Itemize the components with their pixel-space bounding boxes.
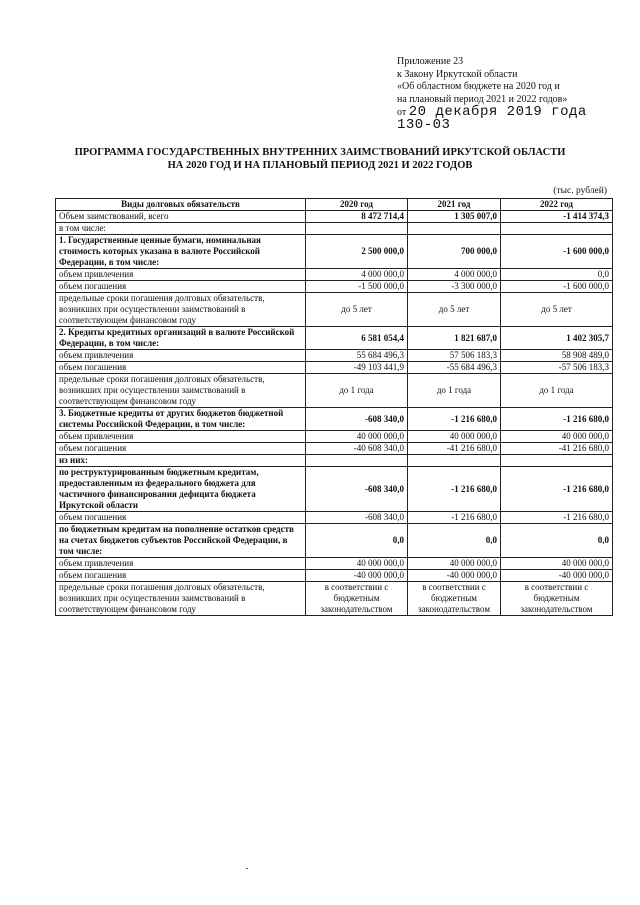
- value-cell: [306, 455, 408, 467]
- value-cell: -41 216 680,0: [408, 443, 501, 455]
- law-number: 130-03: [397, 117, 451, 134]
- value-cell: -1 216 680,0: [501, 512, 613, 524]
- table-row: [56, 467, 613, 512]
- table-row: [56, 235, 613, 269]
- value-cell: 40 000 000,0: [501, 558, 613, 570]
- header-cell: 2021 год: [408, 199, 501, 211]
- scan-speck: [246, 868, 248, 869]
- row-label: объем погашения: [56, 362, 306, 374]
- value-cell: -40 000 000,0: [408, 570, 501, 582]
- row-label: объем погашения: [56, 281, 306, 293]
- value-cell: -1 216 680,0: [408, 408, 501, 431]
- appendix-line-2: к Закону Иркутской области: [397, 68, 518, 80]
- row-label: Объем заимствований, всего: [56, 211, 306, 223]
- table-row: [56, 281, 613, 293]
- value-cell: 57 506 183,3: [408, 350, 501, 362]
- title-line-1: ПРОГРАММА ГОСУДАРСТВЕННЫХ ВНУТРЕННИХ ЗАИМСТВОВАНИЙ ИРКУТСКОЙ ОБЛАСТИ: [74, 147, 566, 158]
- header-cell: 2020 год: [306, 199, 408, 211]
- value-cell: 1 305 007,0: [408, 211, 501, 223]
- table-row: [56, 582, 613, 616]
- row-label: объем погашения: [56, 570, 306, 582]
- value-cell: 0,0: [408, 524, 501, 558]
- row-label: 1. Государственные ценные бумаги, номинальная стоимость которых указана в валюте Российской Федерации, в том числе:: [56, 235, 306, 269]
- table-row: [56, 350, 613, 362]
- row-label: объем привлечения: [56, 269, 306, 281]
- value-cell: [501, 223, 613, 235]
- value-cell: 55 684 496,3: [306, 350, 408, 362]
- value-cell: -1 500 000,0: [306, 281, 408, 293]
- value-cell: 6 581 054,4: [306, 327, 408, 350]
- value-cell: 2 500 000,0: [306, 235, 408, 269]
- appendix-block: [397, 56, 587, 132]
- value-cell: до 1 года: [306, 374, 408, 408]
- value-cell: -41 216 680,0: [501, 443, 613, 455]
- value-cell: 0,0: [501, 269, 613, 281]
- value-cell: в соответствии с бюджетным законодательством: [306, 582, 408, 616]
- value-cell: 1 402 305,7: [501, 327, 613, 350]
- value-cell: 4 000 000,0: [408, 269, 501, 281]
- row-label: по бюджетным кредитам на пополнение остатков средств на счетах бюджетов субъектов Российской Федерации, в том числе:: [56, 524, 306, 558]
- value-cell: до 5 лет: [408, 293, 501, 327]
- value-cell: -1 600 000,0: [501, 235, 613, 269]
- table-row: [56, 327, 613, 350]
- value-cell: -40 608 340,0: [306, 443, 408, 455]
- value-cell: -57 506 183,3: [501, 362, 613, 374]
- value-cell: -1 216 680,0: [408, 512, 501, 524]
- value-cell: в соответствии с бюджетным законодательством: [408, 582, 501, 616]
- header-cell: Виды долговых обязательств: [56, 199, 306, 211]
- value-cell: 700 000,0: [408, 235, 501, 269]
- value-cell: 0,0: [501, 524, 613, 558]
- value-cell: -3 300 000,0: [408, 281, 501, 293]
- value-cell: -1 414 374,3: [501, 211, 613, 223]
- table-row: [56, 558, 613, 570]
- value-cell: -40 000 000,0: [306, 570, 408, 582]
- appendix-line-4: на плановый период 2021 и 2022 годов»: [397, 93, 568, 105]
- value-cell: до 1 года: [408, 374, 501, 408]
- table-row: [56, 431, 613, 443]
- appendix-line-1: Приложение 23: [397, 56, 464, 67]
- row-label: 3. Бюджетные кредиты от других бюджетов бюджетной системы Российской Федерации, в том числе:: [56, 408, 306, 431]
- title-line-2: НА 2020 ГОД И НА ПЛАНОВЫЙ ПЕРИОД 2021 И 2022 ГОДОВ: [167, 160, 473, 171]
- value-cell: 0,0: [306, 524, 408, 558]
- table-row: [56, 211, 613, 223]
- value-cell: 1 821 687,0: [408, 327, 501, 350]
- table-row: [56, 362, 613, 374]
- value-cell: 8 472 714,4: [306, 211, 408, 223]
- value-cell: -1 216 680,0: [501, 467, 613, 512]
- table-row: [56, 443, 613, 455]
- value-cell: 58 908 489,0: [501, 350, 613, 362]
- value-cell: -608 340,0: [306, 512, 408, 524]
- value-cell: 4 000 000,0: [306, 269, 408, 281]
- row-label: объем привлечения: [56, 558, 306, 570]
- value-cell: 40 000 000,0: [306, 558, 408, 570]
- value-cell: -608 340,0: [306, 408, 408, 431]
- value-cell: -49 103 441,9: [306, 362, 408, 374]
- table-row: [56, 269, 613, 281]
- table-row: [56, 293, 613, 327]
- value-cell: до 5 лет: [306, 293, 408, 327]
- row-label: объем привлечения: [56, 431, 306, 443]
- table-header-row: [56, 199, 613, 211]
- date-value: 20 декабря 2019 года: [408, 104, 587, 121]
- value-cell: -40 000 000,0: [501, 570, 613, 582]
- value-cell: -1 600 000,0: [501, 281, 613, 293]
- table-row: [56, 408, 613, 431]
- value-cell: до 5 лет: [501, 293, 613, 327]
- value-cell: [408, 455, 501, 467]
- table-row: [56, 455, 613, 467]
- value-cell: 40 000 000,0: [408, 558, 501, 570]
- row-label: объем привлечения: [56, 350, 306, 362]
- table-row: [56, 512, 613, 524]
- row-label: предельные сроки погашения долговых обязательств, возникших при осуществлении заимствований в соответствующем финансовом году: [56, 374, 306, 408]
- value-cell: 40 000 000,0: [306, 431, 408, 443]
- row-label: в том числе:: [56, 223, 306, 235]
- value-cell: в соответствии с бюджетным законодательством: [501, 582, 613, 616]
- value-cell: [501, 455, 613, 467]
- row-label: по реструктурированным бюджетным кредитам, предоставленным из федерального бюджета для частичного финансирования дефицита бюджета Иркутской области: [56, 467, 306, 512]
- value-cell: -1 216 680,0: [408, 467, 501, 512]
- value-cell: -608 340,0: [306, 467, 408, 512]
- table-row: [56, 524, 613, 558]
- borrowing-table: [55, 198, 613, 616]
- row-label: объем погашения: [56, 512, 306, 524]
- appendix-line-3: «Об областном бюджете на 2020 год и: [397, 81, 560, 93]
- units-label: (тыс. рублей): [553, 186, 607, 196]
- header-cell: 2022 год: [501, 199, 613, 211]
- table-row: [56, 570, 613, 582]
- value-cell: 40 000 000,0: [501, 431, 613, 443]
- row-label: предельные сроки погашения долговых обязательств, возникших при осуществлении заимствований в соответствующем финансовом году: [56, 293, 306, 327]
- row-label: 2. Кредиты кредитных организаций в валюте Российской Федерации, в том числе:: [56, 327, 306, 350]
- date-prefix: от: [397, 107, 407, 119]
- value-cell: до 1 года: [501, 374, 613, 408]
- value-cell: -55 684 496,3: [408, 362, 501, 374]
- document-title: [40, 146, 600, 172]
- table-row: [56, 223, 613, 235]
- value-cell: [306, 223, 408, 235]
- table-row: [56, 374, 613, 408]
- value-cell: 40 000 000,0: [408, 431, 501, 443]
- row-label: объем погашения: [56, 443, 306, 455]
- value-cell: [408, 223, 501, 235]
- row-label: из них:: [56, 455, 306, 467]
- row-label: предельные сроки погашения долговых обязательств, возникших при осуществлении заимствований в соответствующем финансовом году: [56, 582, 306, 616]
- value-cell: -1 216 680,0: [501, 408, 613, 431]
